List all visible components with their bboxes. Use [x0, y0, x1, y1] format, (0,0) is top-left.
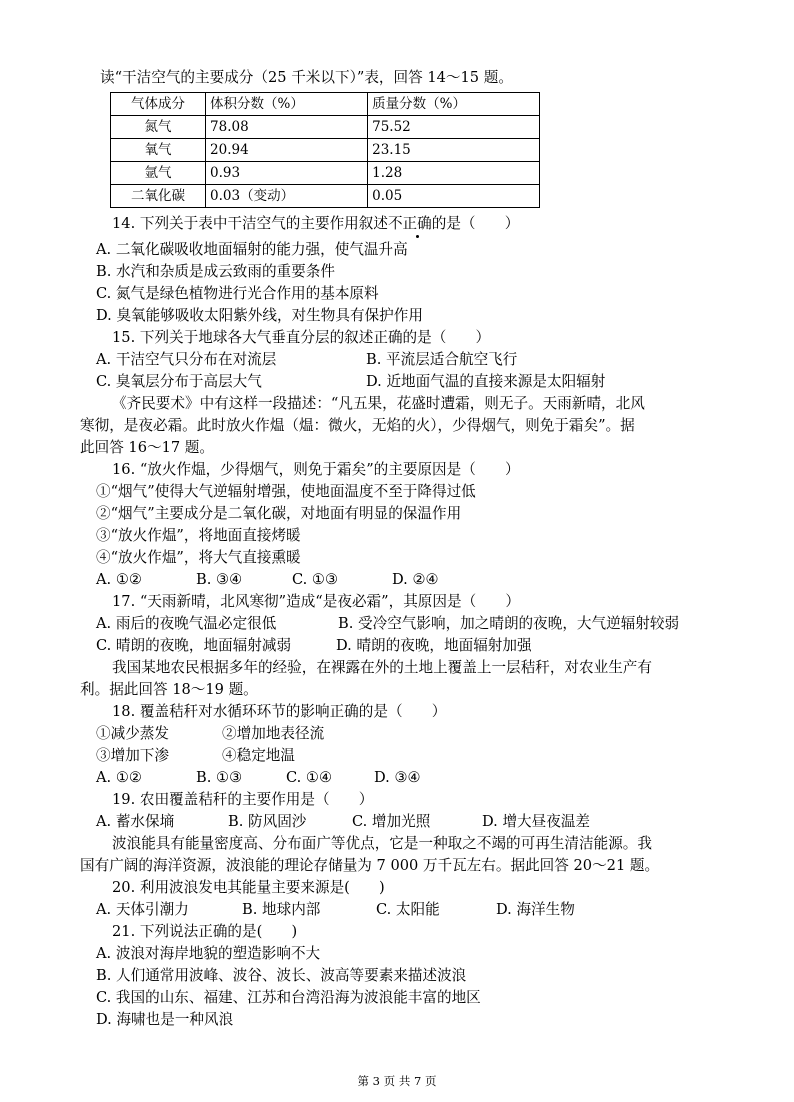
q16-stem: 16. “放火作煴，少得烟气，则免于霜矣”的主要原因是（ ）	[112, 461, 520, 478]
passage-line: 国有广阔的海洋资源，波浪能的理论存储量为 7 000 万千瓦左右。据此回答 20～21 题。	[80, 857, 660, 874]
table-row	[111, 185, 540, 208]
q15-option-c: C. 臭氧层分布于高层大气	[96, 373, 262, 390]
q20-option-b: B. 地球内部	[242, 901, 321, 918]
table-cell: 75.52	[368, 116, 540, 139]
passage-line: 《齐民要术》中有这样一段描述：“凡五果，花盛时遭霜，则无子。天雨新晴，北风	[112, 395, 645, 412]
q14-option-a: A. 二氧化碳吸收地面辐射的能力强，使气温升高	[96, 241, 408, 258]
q15-option-d: D. 近地面气温的直接来源是太阳辐射	[366, 373, 606, 390]
q19-option-b: B. 防风固沙	[228, 813, 307, 830]
table-header-cell: 质量分数（%）	[368, 93, 540, 116]
q16-option-c: C. ①③	[292, 571, 339, 588]
q21-option-a: A. 波浪对海岸地貌的塑造影响不大	[96, 945, 321, 962]
emphasis-dot	[416, 235, 419, 238]
q16-option-b: B. ③④	[196, 571, 243, 588]
q18-stem: 18. 覆盖秸秆对水循环环节的影响正确的是（ ）	[112, 703, 447, 720]
q21-option-d: D. 海啸也是一种风浪	[96, 1011, 234, 1028]
q15-option-b: B. 平流层适合航空飞行	[366, 351, 518, 368]
passage-line: 波浪能具有能量密度高、分布面广等优点，它是一种取之不竭的可再生清洁能源。我	[112, 835, 652, 852]
table-header-cell: 体积分数（%）	[206, 93, 368, 116]
table-cell: 0.03（变动）	[206, 185, 368, 208]
q18-option-b: B. ①③	[196, 769, 243, 786]
q20-option-d: D. 海洋生物	[496, 901, 575, 918]
q17-option-d: D. 晴朗的夜晚，地面辐射加强	[336, 637, 532, 654]
q18-option-d: D. ③④	[374, 769, 421, 786]
q14-option-c: C. 氮气是绿色植物进行光合作用的基本原料	[96, 285, 379, 302]
q19-option-a: A. 蓄水保墒	[96, 813, 175, 830]
q16-statement: ③“放火作煴”，将地面直接烤暖	[96, 527, 301, 544]
q18-option-a: A. ①②	[96, 769, 142, 786]
q15-stem: 15. 下列关于地球各大气垂直分层的叙述正确的是（ ）	[112, 329, 491, 346]
passage-line: 我国某地农民根据多年的经验，在裸露在外的土地上覆盖上一层秸秆，对农业生产有	[112, 659, 652, 676]
q19-option-c: C. 增加光照	[352, 813, 431, 830]
q18-statement: ③增加下渗	[96, 747, 169, 764]
passage-line: 利。据此回答 18～19 题。	[80, 681, 258, 698]
table-header-row	[111, 93, 540, 116]
q16-option-d: D. ②④	[392, 571, 439, 588]
q14-option-d: D. 臭氧能够吸收太阳紫外线，对生物具有保护作用	[96, 307, 423, 324]
q18-statement: ④稳定地温	[222, 747, 295, 764]
table-cell: 78.08	[206, 116, 368, 139]
table-intro: 读“干洁空气的主要成分（25 千米以下）”表，回答 14～15 题。	[100, 69, 513, 86]
q17-option-b: B. 受冷空气影响，加之晴朗的夜晚，大气逆辐射较弱	[338, 615, 680, 632]
q15-option-a: A. 干洁空气只分布在对流层	[96, 351, 277, 368]
q21-option-c: C. 我国的山东、福建、江苏和台湾沿海为波浪能丰富的地区	[96, 989, 481, 1006]
table-cell: 23.15	[368, 139, 540, 162]
table-row	[111, 139, 540, 162]
q19-option-d: D. 增大昼夜温差	[482, 813, 591, 830]
passage-line: 此回答 16～17 题。	[80, 439, 214, 456]
q14-option-b: B. 水汽和杂质是成云致雨的重要条件	[96, 263, 335, 280]
q21-stem: 21. 下列说法正确的是( )	[112, 923, 298, 940]
q20-option-a: A. 天体引潮力	[96, 901, 189, 918]
table-cell: 0.05	[368, 185, 540, 208]
q18-statement: ②增加地表径流	[222, 725, 325, 742]
q17-option-a: A. 雨后的夜晚气温必定很低	[96, 615, 277, 632]
q17-stem: 17. “天雨新晴，北风寒彻”造成“是夜必霜”，其原因是（ ）	[112, 593, 520, 610]
q19-stem: 19. 农田覆盖秸秆的主要作用是（ ）	[112, 791, 374, 808]
q16-statement: ④“放火作煴”，将大气直接熏暖	[96, 549, 301, 566]
table-cell: 1.28	[368, 162, 540, 185]
air-composition-table	[110, 92, 540, 208]
q16-statement: ①“烟气”使得大气逆辐射增强，使地面温度不至于降得过低	[96, 483, 476, 500]
q17-option-c: C. 晴朗的夜晚，地面辐射减弱	[96, 637, 292, 654]
table-cell: 二氧化碳	[111, 185, 206, 208]
table-row	[111, 116, 540, 139]
q16-option-a: A. ①②	[96, 571, 142, 588]
q16-statement: ②“烟气”主要成分是二氧化碳，对地面有明显的保温作用	[96, 505, 462, 522]
table-cell: 氮气	[111, 116, 206, 139]
table-cell: 20.94	[206, 139, 368, 162]
table-row	[111, 162, 540, 185]
q21-option-b: B. 人们通常用波峰、波谷、波长、波高等要素来描述波浪	[96, 967, 467, 984]
q20-stem: 20. 利用波浪发电其能量主要来源是( )	[112, 879, 385, 896]
table-cell: 氧气	[111, 139, 206, 162]
q14-stem: 14. 下列关于表中干洁空气的主要作用叙述不正确的是（ ）	[112, 215, 520, 232]
passage-line: 寒彻，是夜必霜。此时放火作煴（煴：微火，无焰的火），少得烟气，则免于霜矣”。据	[80, 417, 635, 434]
table-cell: 氩气	[111, 162, 206, 185]
table-header-cell: 气体成分	[111, 93, 206, 116]
q18-statement: ①减少蒸发	[96, 725, 169, 742]
q20-option-c: C. 太阳能	[376, 901, 440, 918]
q18-option-c: C. ①④	[286, 769, 333, 786]
table-cell: 0.93	[206, 162, 368, 185]
page-footer: 第 3 页 共 7 页	[357, 1074, 437, 1088]
